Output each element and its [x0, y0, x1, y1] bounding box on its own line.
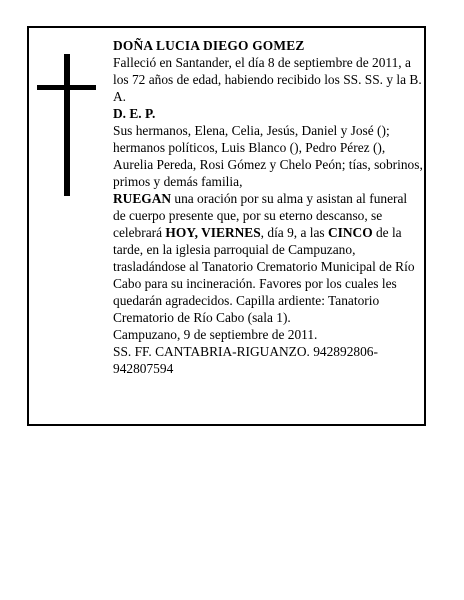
- family-list: Sus hermanos, Elena, Celia, Jesús, Daniel y José (); hermanos políticos, Luis Blanco (), Pedro Pérez (), Aurelia Pereda, Rosi Gómez y Chelo Peón; tías, sobrinos, primos y demás familia,: [113, 123, 423, 189]
- request-text-2: , día 9, a las: [260, 225, 328, 240]
- death-announcement: Falleció en Santander, el día 8 de septiembre de 2011, a los 72 años de edad, habiendo recibido los SS. SS. y la B. A.: [113, 55, 422, 104]
- request-text-1: una oración por su alma y asistan al funeral de cuerpo presente que, por su eterno descanso, se celebrará: [113, 191, 408, 240]
- cross-icon-crossbar: [37, 85, 96, 90]
- place-date: Campuzano, 9 de septiembre de 2011.: [113, 327, 318, 342]
- funeral-home-contact: SS. FF. CANTABRIA-RIGUANZO. 942892806-942807594: [113, 344, 378, 376]
- cross-icon: [64, 54, 70, 196]
- obituary-text-block: [113, 37, 423, 377]
- rest-in-peace: D. E. P.: [113, 106, 156, 121]
- request-text-3: de la tarde, en la iglesia parroquial de Campuzano, trasladándose al Tanatorio Crematorio Municipal de Río Cabo para su incineración. Favores por los cuales les quedarán agradecidos. Capilla ardiente: Tanatorio Crematorio de Río Cabo (sala 1).: [113, 225, 415, 325]
- ruegan-label: RUEGAN: [113, 191, 172, 206]
- hour-label: CINCO: [327, 225, 373, 240]
- day-label: HOY, VIERNES: [165, 225, 261, 240]
- deceased-name: DOÑA LUCIA DIEGO GOMEZ: [113, 38, 305, 53]
- funeral-request: [113, 190, 423, 326]
